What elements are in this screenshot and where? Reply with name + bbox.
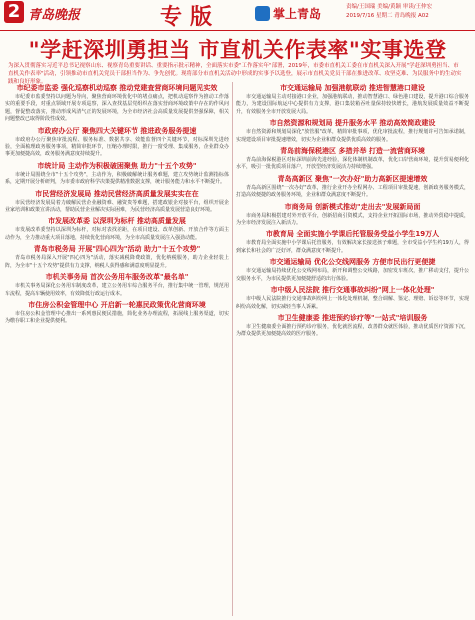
article-heading: 青岛高新区 聚焦"一次办好"助力高新区提速增效 — [277, 174, 428, 183]
article-heading: 市商务局 创新模式推动"走出去"发展新局面 — [284, 202, 421, 211]
article-heading: 青岛市税务局 开展"四心四为"活动 助力"十五个攻势" — [33, 245, 201, 254]
article-body: 市住房公积金管理中心推出一系列惠民便民措施，简化业务办理流程，拓展线上服务渠道，切实为缴存职工和企业提供便利。 — [5, 310, 229, 325]
page-number: 2 — [4, 1, 24, 23]
left-column — [5, 82, 229, 616]
article — [236, 257, 469, 283]
article — [5, 272, 229, 298]
article — [5, 126, 229, 159]
article — [236, 146, 469, 172]
masthead-logo: 青岛晚报 — [28, 8, 81, 23]
right-column — [236, 82, 469, 616]
section-title: 专版 — [160, 4, 221, 30]
lead-paragraph: 为深入贯彻落实习近平总书记视察山东、视察青岛重要讲话、重要指示批示精神，全面落实市委"工作落实年"部署，2019年，市委市直机关工委在市直机关深入开展"学赶深圳勇担当、市直机关作表率"活动，引领推动市直机关党员干部担当作为、争先创优。现将部分市直机关活动中形成的实事予以选登，展示市直机关党员干部在推进改革、攻坚克难、为民服务中的生动实践和良好形象。 — [8, 63, 462, 85]
article-body: 市政府办公厅聚焦审批流程、服务标准、数据共享、效能监督四个关键环节，对标深圳先进经验，全面梳理政务服务事项，精简审批环节，压缩办理时限，推行一窗受理、集成服务，企业群众办事更加便捷高效，政务服务满意度持续提升。 — [5, 136, 229, 158]
column-divider — [232, 82, 233, 616]
article-heading: 市卫生健康委 推进预约诊疗等"一站式"培训服务 — [277, 313, 428, 322]
article-body: 市纪委市监委坚持以问题为导向，聚焦营商环境优化中的堵点痛点，把机动巡察作为推动工作落实的重要手段，对重点领域开展专项巡察，深入查找基层党组织在落实营商环境政策中存在的作风问题，督促整改落实，推动形成风清气正的发展环境，为全市经济社会高质量发展提供坚强保障，相关问题整改已取得阶段性成效。 — [5, 94, 229, 123]
article — [236, 202, 469, 228]
article-body: 市民营经济发展局着力破解民营企业融资难、融资贵等难题，搭建政银企对接平台，组织开展企业家培训和政策宣讲活动，帮助民营企业解决实际困难，为民营经济高质量发展营造良好环境。 — [5, 199, 229, 214]
article — [5, 83, 229, 124]
article-body: 市商务局积极搭建对外开放平台，创新招商引资模式，支持企业开拓国际市场，推动外贸稳中提质，为全市经济发展注入新活力。 — [236, 212, 469, 227]
article — [5, 300, 229, 326]
article-heading: 市中级人民法院 推行交通事故纠纷"网上一体化处理" — [270, 286, 435, 295]
article — [5, 244, 229, 270]
article-heading: 市机关事务局 首次公务用车服务改革"最名单" — [45, 273, 189, 282]
article-heading: 市住房公积金管理中心 开启新一轮惠民政策优化营商环境 — [28, 300, 206, 309]
article-body: 市发展改革委坚持以深圳为标杆，对标对表找差距，在项目建设、改革创新、开放合作等方面主动作为，全力推动重大项目落地，持续优化营商环境，为全市高质量发展注入强劲动能。 — [5, 227, 229, 241]
article-body: 市交通运输局主动对接港口企业，加强港航联动，推动智慧港口、绿色港口建设，提升港口综合服务能力，为建设国际航运中心提供有力支撑，港口集装箱吞吐量保持较快增长，港航发展质量效益不断提升，有效服务全市开放发展大局。 — [236, 94, 469, 115]
page-header — [0, 0, 475, 31]
article — [5, 216, 229, 242]
article-heading: 市交通运输局 加强港航联动 推进智慧港口建设 — [280, 84, 425, 92]
headline: "学赶深圳勇担当 市直机关作表率"实事选登 — [28, 37, 447, 62]
article-body: 市机关事务局深化公务用车制度改革，建立公务用车综合服务平台，推行集中统一管理，规范用车流程，提高车辆使用效率，有效降低行政运行成本。 — [5, 283, 229, 297]
article — [236, 83, 469, 116]
article-heading: 市纪委市监委 强化巡察机动巡察 推动党建查营商环境问题见实效 — [16, 84, 218, 92]
article-heading: 市教育局 全面实施小学课后托管服务受益小学生19万人 — [265, 230, 440, 239]
article-body: 市中级人民法院推行交通事故纠纷网上一体化处理机制，整合调解、鉴定、理赔、诉讼等环节，实现纠纷高效化解，切实减轻当事人诉累。 — [236, 296, 469, 310]
article-heading: 市发展改革委 以深圳为标杆 推动高质量发展 — [48, 217, 186, 226]
article-heading: 市交通运输局 优化公交线网服务 方便市民出行更便捷 — [269, 258, 436, 267]
article — [236, 285, 469, 311]
article — [5, 161, 229, 187]
meta-line-1: 责编/王国瑞 美编/黄颖 审读/王仲宏 — [346, 4, 433, 10]
article-heading: 青岛前海保税港区 多措并举 打造一流营商环境 — [280, 147, 425, 156]
article-heading: 市民营经济发展局 推动民营经济高质量发展实实在在 — [35, 189, 199, 198]
article — [236, 118, 469, 144]
article-body: 青岛市税务局深入开展"四心四为"活动，落实减税降费政策，优化纳税服务，助力企业轻装上阵，为全市"十五个攻势"提供有力支撑，纳税人获得感和满意度明显提升。 — [5, 255, 229, 269]
article-body: 市教育局全面实施中小学课后托管服务，有效解决家长接送孩子难题，全市受益小学生约19万人，得到家长和社会的广泛好评，群众满意度不断提升。 — [236, 240, 469, 254]
article-body: 市自然资源和规划局深化"放管服"改革，精简审批事项，优化审批流程，推行规划许可告知承诺制，实现建设项目审批提速增效，切实为企业和群众提供优质高效的服务。 — [236, 129, 469, 143]
edition-meta — [346, 3, 474, 21]
article-body: 市卫生健康委全面推行预约诊疗服务，优化就医流程，改善群众就医体验，推动优质医疗资源下沉，为群众提供更加便捷高效的医疗服务。 — [236, 323, 469, 338]
meta-line-2: 2019/7/16 星期二 青岛晚报 A02 — [346, 13, 429, 19]
article — [236, 229, 469, 255]
article-heading: 市政府办公厅 聚焦四大关键环节 推进政务服务提速 — [37, 126, 197, 135]
article-body: 市交通运输局持续优化公交线网布局，新开和调整公交线路，加密发车班次，推广移动支付，提升公交服务水平，为市民提供更加便捷舒适的出行体验。 — [236, 268, 469, 282]
article — [236, 174, 469, 200]
app-name: 掌上青岛 — [273, 7, 322, 21]
article-heading: 市统计局 主动作为积极破困聚焦 助力"十五个攻势" — [37, 161, 197, 170]
article — [5, 189, 229, 215]
article-body: 青岛前海保税港区对标深圳前海先进经验，深化体制机制改革，优化口岸营商环境，提升贸易便利化水平，吸引一批优质项目落户，开放型经济发展活力持续增强。 — [236, 157, 469, 171]
article — [236, 313, 469, 339]
app-logo-icon — [255, 6, 270, 21]
article-body: 市统计局围绕全市"十五个攻势"，主动作为，积极破解统计服务难题，建立攻势统计监测指标体系，定期开展分析研判，为市委市政府科学决策提供精准数据支撑，统计服务能力和水平不断提升。 — [5, 171, 229, 186]
article-body: 青岛高新区围绕"一次办好"改革，推行企业开办全程网办、工程项目审批提速，创新政务服务模式，打造高效便捷的政务服务环境，企业和群众满意度不断提升。 — [236, 184, 469, 199]
article-heading: 市自然资源和规划局 提升服务水平 推动高效简政建设 — [269, 119, 436, 128]
